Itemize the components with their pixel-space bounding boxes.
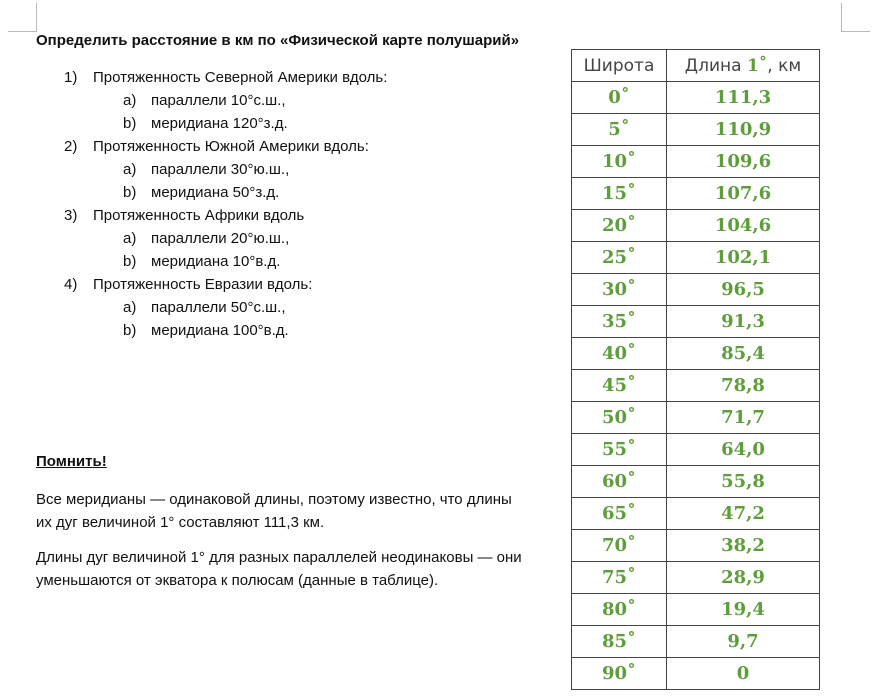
- sub-item-text: меридиана 100°в.д.: [151, 322, 289, 339]
- table-row: [572, 594, 820, 626]
- question-text: Протяженность Евразии вдоль:: [93, 276, 313, 293]
- sub-item-letter: a): [123, 299, 137, 316]
- latitude-cell: 55˚: [572, 434, 667, 466]
- latitude-cell: 60˚: [572, 466, 667, 498]
- question-text: Протяженность Африки вдоль: [93, 207, 305, 224]
- table-row: [572, 562, 820, 594]
- sub-item-text: меридиана 120°з.д.: [151, 115, 288, 132]
- length-cell: 28,9: [667, 562, 820, 594]
- length-cell: 78,8: [667, 370, 820, 402]
- sub-item-text: параллели 20°ю.ш.,: [151, 230, 290, 247]
- length-cell: 104,6: [667, 210, 820, 242]
- table-row: [572, 178, 820, 210]
- latitude-cell: 65˚: [572, 498, 667, 530]
- sub-item-text: меридиана 50°з.д.: [151, 184, 280, 201]
- task-section: [36, 30, 556, 342]
- length-cell: 55,8: [667, 466, 820, 498]
- length-cell: 91,3: [667, 306, 820, 338]
- length-cell: 38,2: [667, 530, 820, 562]
- latitude-cell: 10˚: [572, 146, 667, 178]
- latitude-cell: 45˚: [572, 370, 667, 402]
- latitude-cell: 0˚: [572, 82, 667, 114]
- table-row: [572, 210, 820, 242]
- length-cell: 109,6: [667, 146, 820, 178]
- table-header-row: [572, 50, 820, 82]
- table-row: [572, 370, 820, 402]
- sub-item-letter: a): [123, 92, 137, 109]
- question-text: Протяженность Северной Америки вдоль:: [93, 69, 388, 86]
- header-length-suffix: , км: [767, 55, 802, 76]
- remember-paragraph-parallels: Длины дуг величиной 1° для разных параллелей неодинаковы — они уменьшаются от экватора к полюсам (данные в таблице).: [36, 549, 522, 589]
- latitude-cell: 70˚: [572, 530, 667, 562]
- table-row: [572, 402, 820, 434]
- sub-item-letter: a): [123, 230, 137, 247]
- latitude-cell: 35˚: [572, 306, 667, 338]
- remember-heading: Помнить!: [36, 453, 107, 470]
- latitude-cell: 15˚: [572, 178, 667, 210]
- length-cell: 9,7: [667, 626, 820, 658]
- latitude-cell: 90˚: [572, 658, 667, 690]
- length-cell: 0: [667, 658, 820, 690]
- length-cell: 85,4: [667, 338, 820, 370]
- sub-item-text: меридиана 10°в.д.: [151, 253, 281, 270]
- sub-item-text: параллели 30°ю.ш.,: [151, 161, 290, 178]
- header-length-degree: 1˚: [746, 55, 768, 76]
- table-row: [572, 658, 820, 690]
- table-body: [572, 82, 820, 690]
- length-cell: 47,2: [667, 498, 820, 530]
- table-row: [572, 242, 820, 274]
- page-corner-mark-right: [841, 3, 870, 32]
- question-number: 2): [64, 138, 78, 155]
- length-cell: 102,1: [667, 242, 820, 274]
- length-cell: 19,4: [667, 594, 820, 626]
- remember-paragraph-meridians: Все меридианы — одинаковой длины, поэтому известно, что длины их дуг величиной 1° составляют 111,3 км.: [36, 491, 512, 531]
- table-row: [572, 626, 820, 658]
- table-row: [572, 146, 820, 178]
- question-number: 3): [64, 207, 78, 224]
- sub-item: [36, 158, 556, 181]
- latitude-cell: 30˚: [572, 274, 667, 306]
- table-row: [572, 338, 820, 370]
- table-row: [572, 498, 820, 530]
- sub-item: [36, 296, 556, 319]
- table-row: [572, 530, 820, 562]
- sub-item-letter: b): [123, 184, 137, 201]
- question-number: 1): [64, 69, 78, 86]
- sub-item: [36, 112, 556, 135]
- latitude-cell: 85˚: [572, 626, 667, 658]
- sub-item: [36, 250, 556, 273]
- latitude-cell: 20˚: [572, 210, 667, 242]
- table-row: [572, 306, 820, 338]
- length-cell: 107,6: [667, 178, 820, 210]
- sub-item-text: параллели 10°с.ш.,: [151, 92, 286, 109]
- question-item: [36, 135, 556, 158]
- latitude-cell: 80˚: [572, 594, 667, 626]
- latitude-degree-length-table: [571, 49, 820, 690]
- page-corner-mark-left: [8, 3, 37, 32]
- question-item: [36, 273, 556, 296]
- sub-item: [36, 319, 556, 342]
- question-item: [36, 66, 556, 89]
- length-cell: 96,5: [667, 274, 820, 306]
- sub-item-letter: b): [123, 322, 137, 339]
- length-cell: 111,3: [667, 82, 820, 114]
- sub-item-letter: b): [123, 253, 137, 270]
- latitude-cell: 75˚: [572, 562, 667, 594]
- latitude-cell: 25˚: [572, 242, 667, 274]
- question-list: [36, 66, 556, 342]
- latitude-cell: 5˚: [572, 114, 667, 146]
- latitude-cell: 40˚: [572, 338, 667, 370]
- sub-item-text: параллели 50°с.ш.,: [151, 299, 286, 316]
- length-cell: 64,0: [667, 434, 820, 466]
- header-length-prefix: Длина: [684, 55, 747, 76]
- sub-item: [36, 227, 556, 250]
- question-item: [36, 204, 556, 227]
- sub-item-letter: b): [123, 115, 137, 132]
- table-row: [572, 114, 820, 146]
- table-row: [572, 274, 820, 306]
- table-row: [572, 82, 820, 114]
- length-cell: 110,9: [667, 114, 820, 146]
- question-number: 4): [64, 276, 78, 293]
- table-row: [572, 466, 820, 498]
- header-latitude: Широта: [572, 50, 667, 82]
- sub-item: [36, 89, 556, 112]
- sub-item: [36, 181, 556, 204]
- page-title: Определить расстояние в км по «Физической карте полушарий»: [36, 32, 520, 49]
- table-row: [572, 434, 820, 466]
- question-text: Протяженность Южной Америки вдоль:: [93, 138, 369, 155]
- sub-item-letter: a): [123, 161, 137, 178]
- header-length: [667, 50, 820, 82]
- length-cell: 71,7: [667, 402, 820, 434]
- latitude-cell: 50˚: [572, 402, 667, 434]
